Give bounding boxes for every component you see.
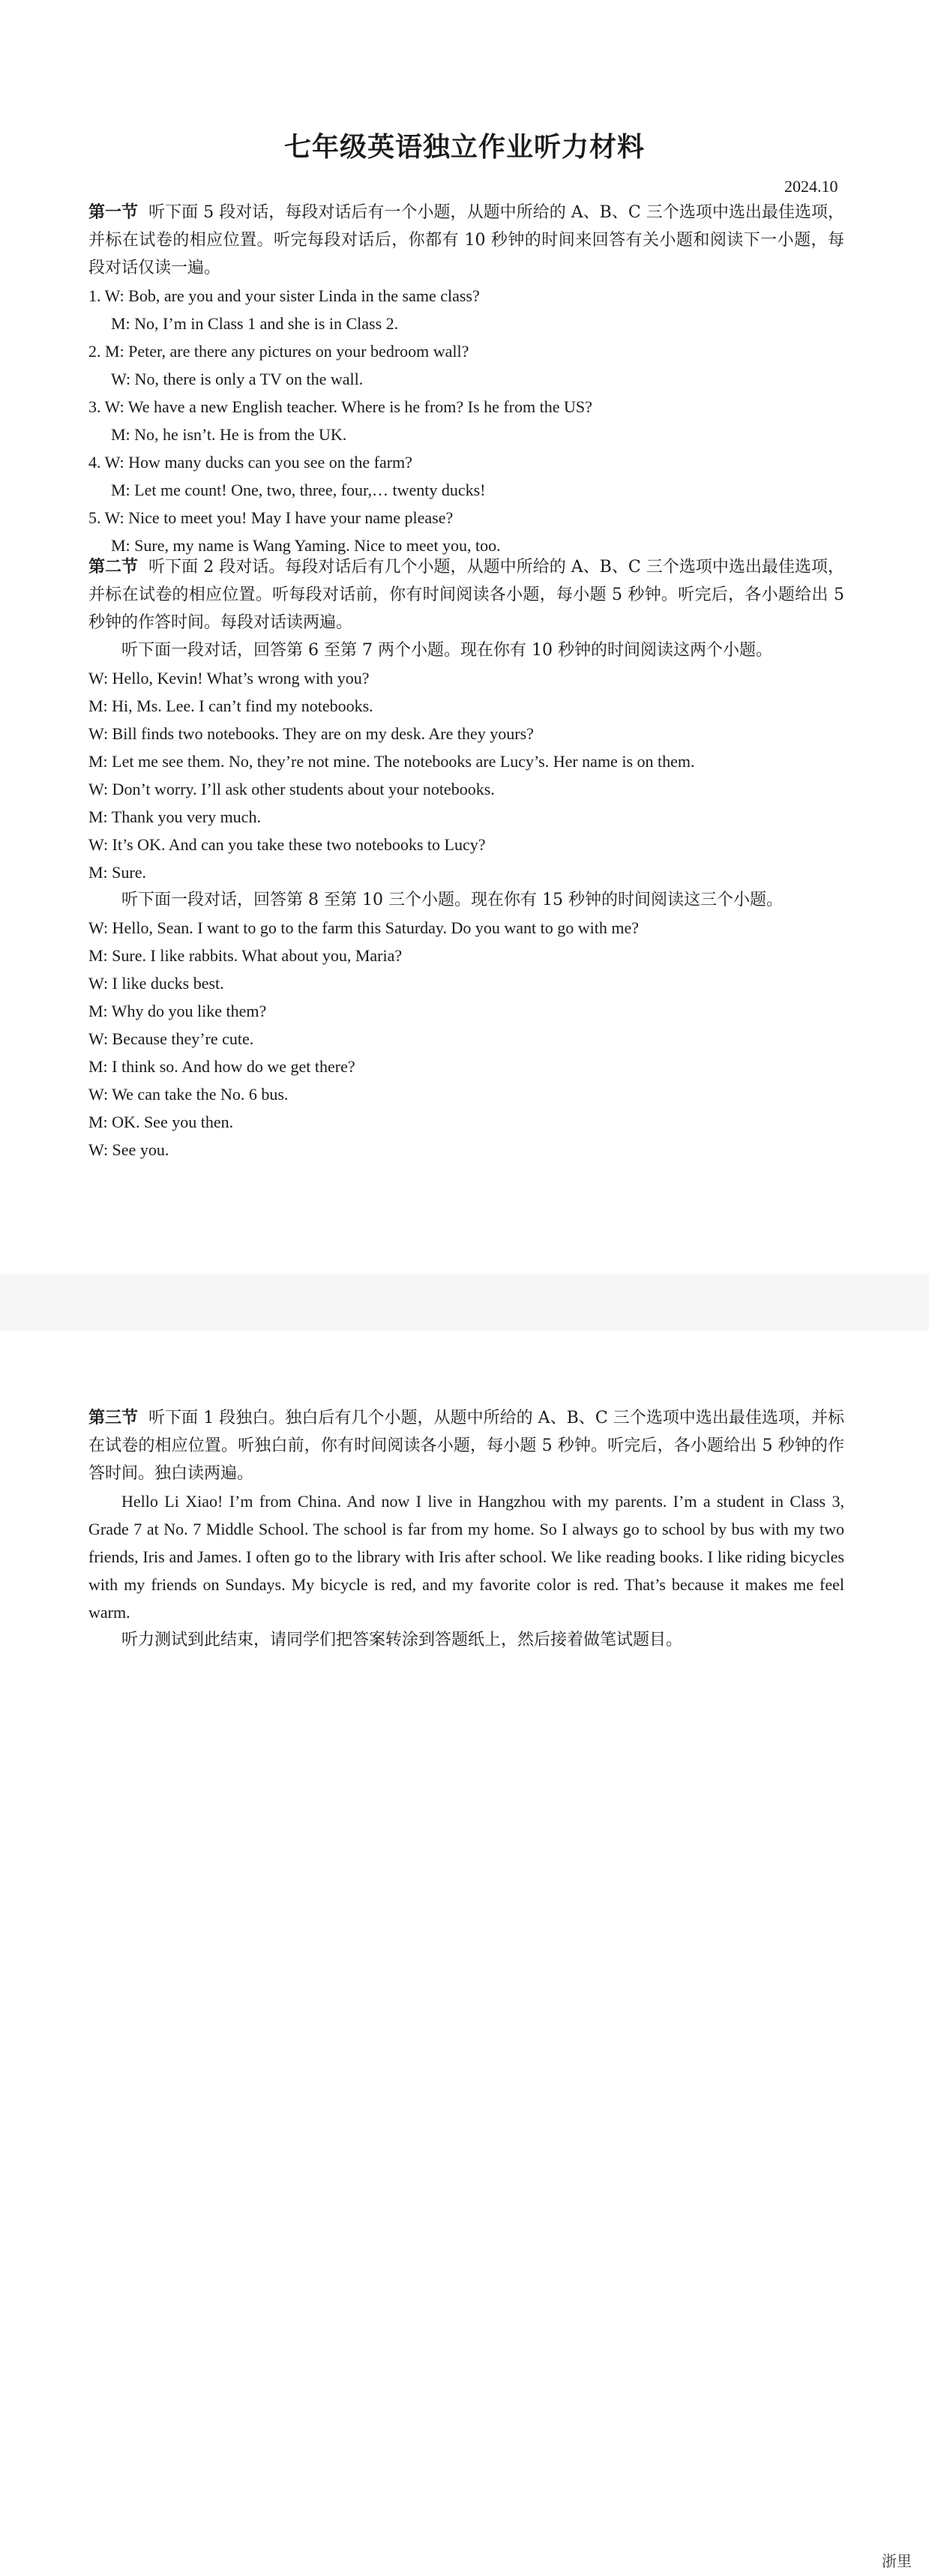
dialog-line: 3. W: We have a new English teacher. Where is he from? Is he from the US? bbox=[88, 397, 592, 416]
section-3-instructions: 第三节 听下面 1 段独白。独白后有几个小题，从题中所给的 A、B、C 三个选项中选出最佳选项，并标在试卷的相应位置。听独白前，你有时间阅读各小题，每小题 5 秒钟。听完后，各小题给出 5 秒钟的作答时间。独白读两遍。 bbox=[88, 1409, 844, 1483]
dialog-line: M: Hi, Ms. Lee. I can’t find my notebooks. bbox=[88, 696, 373, 715]
monologue-text: Hello Li Xiao! I’m from China. And now I live in Hangzhou with my parents. I’m a student in Class 3, Grade 7 at No. 7 Middle School. The school is far from my home. So I always go to school by bus with my two friends, Iris and James. I often go to the library with Iris after school. We like reading books. I like riding bicycles with my friends on Sundays. My bicycle is red, and my favorite color is red. That’s because it makes me feel warm. bbox=[88, 1492, 844, 1622]
page-1 bbox=[0, 0, 929, 1275]
dialog-line: W: Because they’re cute. bbox=[88, 1029, 254, 1048]
section-3-heading: 第三节 bbox=[88, 1409, 139, 1427]
dialog-line: 1. W: Bob, are you and your sister Linda in the same class? bbox=[88, 286, 480, 305]
page-title: 七年级英语独立作业听力材料 bbox=[283, 132, 645, 163]
section-2 bbox=[88, 553, 844, 1164]
dialog-line: M: Let me see them. No, they’re not mine. The notebooks are Lucy’s. Her name is on them. bbox=[88, 752, 695, 771]
closing-text: 听力测试到此结束，请同学们把答案转涂到答题纸上，然后接着做笔试题目。 bbox=[121, 1631, 683, 1649]
dialog-line: M: Sure. I like rabbits. What about you, Maria? bbox=[88, 946, 403, 965]
dialog-line: W: I like ducks best. bbox=[88, 974, 224, 993]
dialog-line: M: No, I’m in Class 1 and she is in Class 2. bbox=[111, 314, 399, 333]
dialog-line: M: Thank you very much. bbox=[88, 807, 261, 826]
dialog-line: W: See you. bbox=[88, 1140, 169, 1159]
dialog-line: M: OK. See you then. bbox=[88, 1113, 234, 1131]
section-2-heading: 第二节 bbox=[88, 558, 139, 577]
dialog-line: 5. W: Nice to meet you! May I have your name please? bbox=[88, 508, 454, 527]
date-label: 2024.10 bbox=[784, 177, 838, 196]
section-2-intro-1: 听下面一段对话，回答第 6 至第 7 两个小题。现在你有 10 秒钟的时间阅读这两个小题。 bbox=[121, 641, 772, 660]
dialog-line: 2. M: Peter, are there any pictures on your bedroom wall? bbox=[88, 342, 469, 361]
section-1-heading: 第一节 bbox=[88, 203, 139, 222]
section-2-intro-2: 听下面一段对话，回答第 8 至第 10 三个小题。现在你有 15 秒钟的时间阅读这三个小题。 bbox=[121, 891, 783, 909]
dialog-line: 4. W: How many ducks can you see on the farm? bbox=[88, 453, 412, 472]
dialog-line: M: No, he isn’t. He is from the UK. bbox=[111, 425, 347, 444]
dialog-line: W: No, there is only a TV on the wall. bbox=[111, 370, 364, 388]
section-1-instructions: 第一节 听下面 5 段对话，每段对话后有一个小题，从题中所给的 A、B、C 三个选项中选出最佳选项，并标在试卷的相应位置。听完每段对话后，你都有 10 秒钟的时间来回答有关小题和阅读下一小题，每段对话仅读一遍。 bbox=[88, 203, 844, 277]
dialog-line: W: Bill finds two notebooks. They are on my desk. Are they yours? bbox=[88, 724, 534, 743]
corner-mark: 浙里 bbox=[882, 2552, 912, 2570]
section-3 bbox=[88, 1404, 844, 1654]
dialog-line: W: It’s OK. And can you take these two notebooks to Lucy? bbox=[88, 835, 486, 854]
dialog-line: M: Sure, my name is Wang Yaming. Nice to meet you, too. bbox=[111, 536, 501, 555]
dialog-line: M: Let me count! One, two, three, four,… twenty ducks! bbox=[111, 481, 486, 499]
dialog-line: W: Hello, Sean. I want to go to the farm this Saturday. Do you want to go with me? bbox=[88, 918, 640, 937]
dialog-line: M: Sure. bbox=[88, 863, 146, 882]
dialog-line: W: Don’t worry. I’ll ask other students about your notebooks. bbox=[88, 780, 495, 798]
dialog-line: M: Why do you like them? bbox=[88, 1002, 267, 1020]
section-2-instructions: 第二节 听下面 2 段对话。每段对话后有几个小题，从题中所给的 A、B、C 三个选项中选出最佳选项，并标在试卷的相应位置。听每段对话前，你有时间阅读各小题，每小题 5 秒钟。听完后，各小题给出 5 秒钟的作答时间。每段对话读两遍。 bbox=[88, 558, 844, 632]
section-1 bbox=[88, 199, 844, 559]
dialog-line: W: We can take the No. 6 bus. bbox=[88, 1085, 289, 1104]
dialog-line: W: Hello, Kevin! What’s wrong with you? bbox=[88, 669, 370, 687]
page-2 bbox=[0, 1331, 929, 2575]
dialog-line: M: I think so. And how do we get there? bbox=[88, 1057, 355, 1076]
page-gap bbox=[0, 1275, 929, 1331]
